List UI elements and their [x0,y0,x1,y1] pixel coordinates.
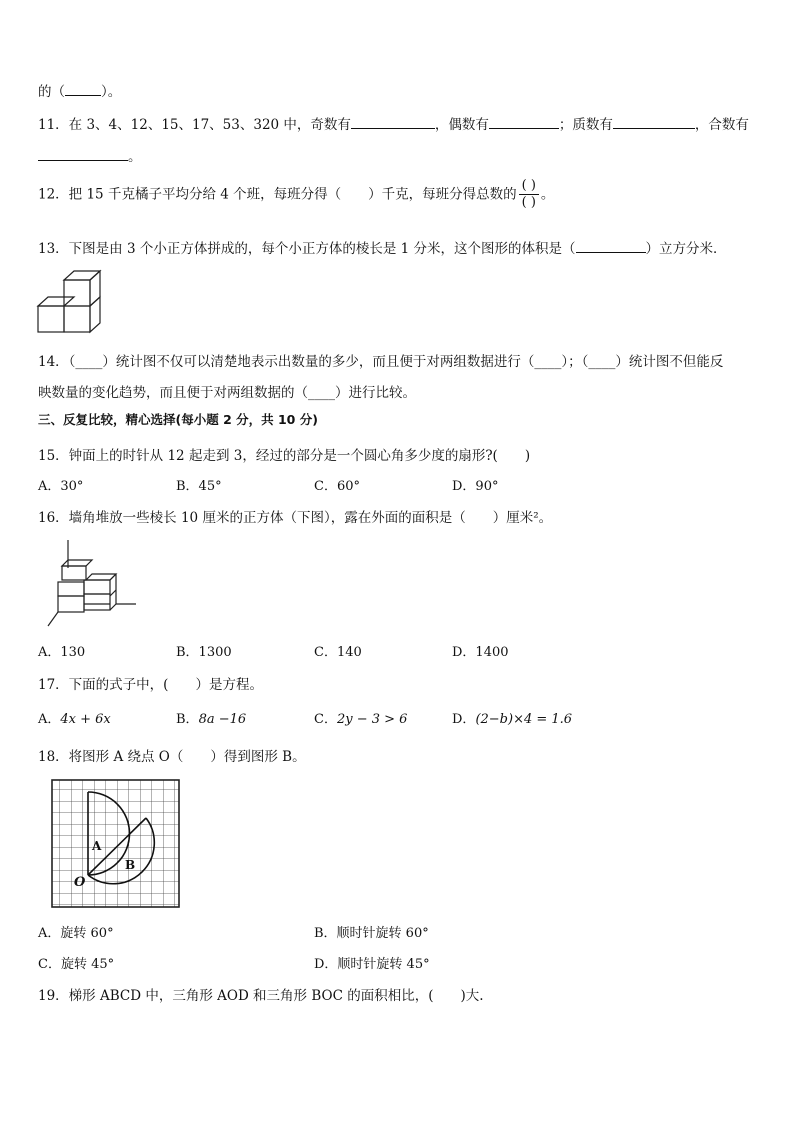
option-c[interactable]: C．2y − 3 > 6 [314,712,408,727]
answer-blank-prime[interactable] [613,114,695,129]
question-18: 18．将图形 A 绕点 O（ ）得到图形 B。 [38,749,306,765]
question-11-cont: 。 [38,146,142,167]
answer-blank[interactable] [65,81,101,96]
question-19: 19．梯形 ABCD 中，三角形 AOD 和三角形 BOC 的面积相比，( )大. [38,988,484,1004]
expression: 2y − 3 > 6 [336,712,408,727]
option-a[interactable]: A．130 [38,645,86,660]
option-b[interactable]: B．顺时针旋转 60° [314,926,429,941]
label-o: O [74,875,86,890]
question-12: 12．把 15 千克橘子平均分给 4 个班，每班分得（ ）千克，每班分得总数的 $\frac{( )}{( )}$ 。 [38,178,555,210]
expression: 8a −16 [198,712,247,727]
answer-blank-composite[interactable] [38,146,128,161]
option-c[interactable]: C．60° [314,479,360,494]
expression: (2−b)×4 = 1.6 [475,712,573,727]
q10-tail: 的（ ）。 [38,81,121,102]
option-b[interactable]: B．1300 [176,645,232,660]
option-c[interactable]: C．旋转 45° [38,957,115,972]
answer-blank[interactable] [576,238,646,253]
option-a[interactable]: A．30° [38,479,84,494]
option-a[interactable]: A．4x + 6x [38,712,111,727]
question-11: 11．在 3、4、12、15、17、53、320 中，奇数有 ，偶数有 ；质数有 ，合数有 [38,114,749,135]
rotation-grid-figure [48,778,184,912]
option-c[interactable]: C．140 [314,645,362,660]
question-14-line2: 映数量的变化趋势，而且便于对两组数据的（____）进行比较。 [38,385,416,401]
three-cubes-figure [36,268,106,338]
question-17: 17．下面的式子中，( ）是方程。 [38,677,263,693]
option-d[interactable]: D．90° [452,479,499,494]
answer-blank-even[interactable] [489,114,559,129]
option-b[interactable]: B．8a −16 [176,712,247,727]
label-a: A [92,839,102,853]
option-d[interactable]: D．1400 [452,645,509,660]
option-d[interactable]: D．(2−b)×4 = 1.6 [452,712,573,727]
question-14-line1: 14．（____）统计图不仅可以清楚地表示出数量的多少，而且便于对两组数据进行（____）；（____）统计图不但能反 [38,354,724,370]
option-b[interactable]: B．45° [176,479,222,494]
corner-cubes-figure [44,538,140,630]
section-title: 三、反复比较，精心选择(每小题 2 分，共 10 分) [38,412,318,427]
label-b: B [125,858,136,872]
question-16: 16．墙角堆放一些棱长 10 厘米的正方体（下图），露在外面的面积是（ ）厘米²。 [38,510,553,526]
question-13: 13．下图是由 3 个小正方体拼成的，每个小正方体的棱长是 1 分米，这个图形的体积是（ ）立方分米． [38,238,727,259]
option-a[interactable]: A．旋转 60° [38,926,114,941]
answer-blank-odd[interactable] [351,114,435,129]
expression: 4x + 6x [60,712,111,727]
fraction-blank[interactable]: $\frac{( )}{( )}$ [519,178,539,211]
option-d[interactable]: D．顺时针旋转 45° [314,957,430,972]
question-15: 15．钟面上的时针从 12 起走到 3，经过的部分是一个圆心角多少度的扇形?( ) [38,448,531,464]
